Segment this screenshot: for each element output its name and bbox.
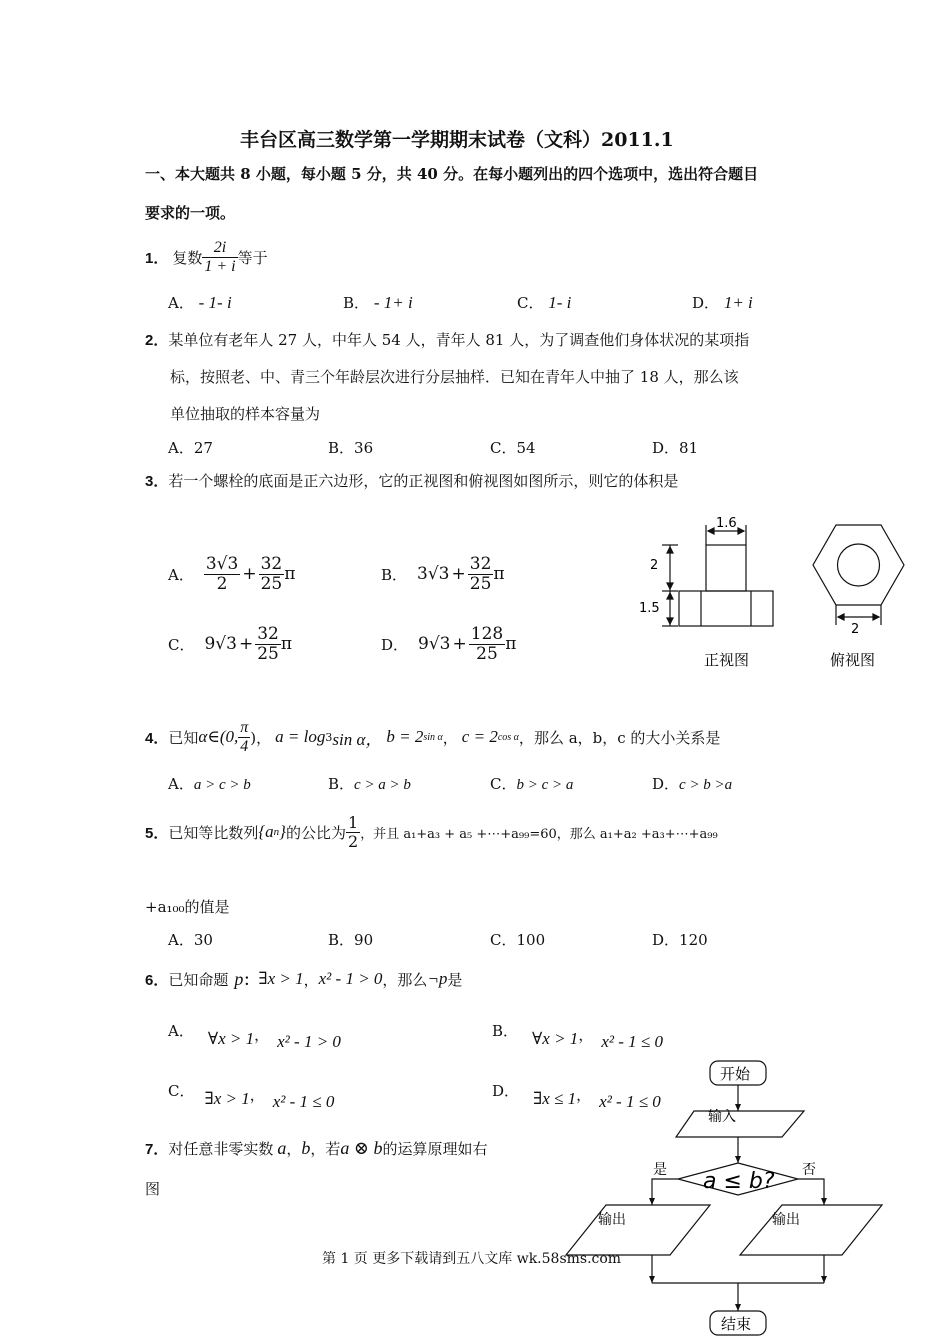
comma: ，: [254, 1026, 270, 1044]
question-1-option-b: [343, 292, 413, 313]
question-4-number: 4．: [145, 729, 169, 747]
question-7-number: 7．: [145, 1140, 169, 1158]
question-3-option-b: [381, 548, 505, 600]
question-6-number: 6．: [145, 971, 169, 989]
option-value: b > c > a: [516, 777, 574, 793]
dim-label-left-bottom: 1.5: [639, 601, 660, 616]
option-b-fraction: [468, 555, 494, 593]
option-label: C．: [517, 294, 544, 312]
statement-inequality: x² - 1 > 0: [318, 969, 383, 988]
page-title: 丰台区高三数学第一学期期末试卷（文科）2011.1: [240, 129, 674, 151]
question-7-sep: ，若: [310, 1139, 341, 1158]
question-5-line2: +a₁₀₀的值是: [145, 898, 230, 916]
option-value: - 1- i: [198, 293, 232, 312]
question-7-pre: 对任意非零实数: [168, 1139, 274, 1158]
plus-sign: +: [238, 634, 254, 654]
option-value: c > b >a: [679, 777, 733, 793]
dim-label-hex: 2: [851, 622, 860, 637]
option-label: A．: [168, 565, 194, 584]
question-5-stem: [145, 806, 718, 858]
question-5-option-d: [652, 929, 708, 950]
question-1-pre: 复数: [172, 248, 203, 267]
question-5-mid: 的公比为: [285, 823, 346, 842]
question-6-pre: 已知命题: [168, 970, 229, 989]
option-inequality: x² - 1 ≤ 0: [601, 1032, 663, 1051]
question-4-option-d: [652, 773, 732, 794]
option-inequality: x² - 1 ≤ 0: [272, 1092, 335, 1111]
option-label: C．: [490, 775, 517, 793]
fraction-den: 25: [257, 643, 279, 664]
alpha-domain: α∈(0,: [198, 727, 239, 746]
flowchart-output-right-box: [740, 1205, 882, 1255]
option-label: D．: [652, 775, 680, 793]
option-a-fraction-1: [204, 555, 240, 593]
flow-line-yes: [652, 1179, 678, 1205]
question-5-pre: 已知等比数列: [168, 823, 259, 842]
question-3-stem: [145, 470, 678, 491]
c-definition-tail: ，: [518, 728, 534, 747]
pi-symbol: π: [284, 564, 296, 584]
option-value: 1- i: [548, 293, 572, 312]
flowchart-input-box: [676, 1111, 804, 1137]
question-7-stem: [145, 1133, 488, 1163]
question-7-line2: 图: [145, 1180, 161, 1198]
dim-label-top: 1.6: [716, 516, 737, 531]
variable-a: a: [277, 1137, 287, 1158]
question-3-number: 3．: [145, 473, 169, 490]
page-footer: 第 1 页 更多下载请到五八文库 wk.58sms.com: [322, 1251, 622, 1267]
question-2-option-c: [490, 437, 536, 458]
question-2-option-a: [168, 437, 213, 458]
question-1-fraction: [202, 239, 237, 275]
fraction-den: 25: [476, 643, 498, 664]
fraction-num: 128: [470, 623, 504, 644]
bolt-three-view-figure: [630, 505, 920, 680]
option-quantifier: ∀x > 1: [207, 1029, 255, 1048]
question-3-option-d: [381, 618, 516, 670]
option-value: a > c > b: [193, 777, 251, 793]
flowchart-end-label: 结束: [721, 1315, 752, 1333]
fraction-num: 32: [257, 623, 279, 644]
option-d-term: 9√3: [418, 634, 451, 654]
option-label: A．: [168, 931, 194, 949]
question-4-stem: [145, 712, 720, 762]
comma: ，: [303, 970, 319, 989]
plus-sign: +: [451, 564, 466, 584]
fraction-den: 4: [240, 737, 249, 755]
option-value: c > a > b: [354, 777, 411, 793]
fraction-num: 3√3: [205, 553, 239, 574]
option-label: B．: [328, 439, 355, 457]
b-exponent: sin α: [423, 731, 443, 743]
sequence-close: }: [279, 822, 286, 841]
pi-over-4: [238, 719, 250, 755]
option-b-term: 3√3: [417, 564, 450, 584]
question-2-option-b: [328, 437, 373, 458]
option-value: 100: [516, 931, 546, 949]
question-6-post: ，那么: [382, 970, 428, 989]
question-1-post: 等于: [237, 248, 268, 267]
option-label: B．: [328, 775, 355, 793]
option-label: D．: [381, 635, 409, 654]
option-label: B．: [381, 565, 408, 584]
option-value: 30: [193, 931, 213, 949]
option-label: D．: [692, 294, 720, 312]
flowchart-no-label: 否: [802, 1162, 816, 1178]
option-label: D．: [652, 931, 680, 949]
question-4-post: 那么 a，b，c 的大小关系是: [533, 728, 721, 747]
fraction-num: 1: [348, 812, 359, 832]
pi-symbol: π: [280, 634, 293, 654]
flow-line-no: [798, 1179, 824, 1205]
question-4-option-a: [168, 773, 251, 794]
fraction-den: 2: [216, 573, 228, 594]
question-5-tail: ，并且 a₁+a₃ + a₅ +⋯+a₉₉=60，那么 a₁+a₂ +a₃+⋯+a₉₉: [360, 826, 718, 842]
flowchart-figure: [560, 1055, 890, 1340]
question-6-stem: [145, 962, 462, 996]
question-1-option-d: [692, 292, 753, 313]
option-label: A．: [168, 1022, 194, 1040]
option-inequality: x² - 1 ≤ 0: [599, 1092, 661, 1111]
fraction-num: π: [240, 718, 249, 736]
question-5-number: 5．: [145, 824, 169, 842]
question-6-option-a: [168, 1020, 341, 1051]
sequence-symbol: {a: [258, 822, 274, 841]
fraction-den: 25: [469, 573, 492, 594]
question-1-fraction-den: 1 + i: [204, 257, 236, 275]
domain-close: )，: [250, 728, 272, 747]
question-5-option-a: [168, 929, 213, 950]
option-value: 27: [193, 439, 213, 457]
flowchart-output-left-label: 输出: [598, 1212, 626, 1228]
comma: ，: [576, 1086, 592, 1104]
option-label: A．: [168, 439, 194, 457]
question-1-option-c: [517, 292, 571, 313]
plus-sign: +: [242, 564, 257, 584]
b-definition-tail: ，: [442, 728, 458, 747]
option-label: B．: [328, 931, 355, 949]
question-2-option-d: [652, 437, 698, 458]
fraction-den: 25: [260, 573, 283, 594]
option-value: 120: [679, 931, 708, 949]
pi-symbol: π: [493, 564, 505, 584]
question-5-option-b: [328, 929, 373, 950]
option-label: B．: [492, 1022, 519, 1040]
question-2-text: 某单位有老年人 27 人，中年人 54 人，青年人 81 人，为了调查他们身体状况的某项指: [168, 331, 750, 349]
dim-label-left-top: 2: [650, 558, 659, 573]
log-base: 3: [325, 730, 333, 744]
c-definition: c = 2: [461, 727, 498, 746]
question-7-post: 的运算原理如右: [382, 1139, 488, 1158]
question-4-option-c: [490, 773, 573, 794]
question-3-option-c: [168, 618, 292, 670]
sequence-subscript: n: [273, 826, 280, 838]
option-value: 36: [354, 439, 374, 457]
option-label: A．: [168, 775, 194, 793]
question-2-line3: 单位抽取的样本容量为: [170, 405, 321, 423]
option-label: D．: [492, 1082, 520, 1100]
question-6-option-b: [492, 1020, 663, 1051]
option-label: B．: [343, 294, 370, 312]
proposition-p: p: [234, 968, 244, 989]
fraction-den: 2: [348, 831, 359, 851]
option-label: C．: [490, 931, 517, 949]
plus-sign: +: [452, 634, 467, 654]
hexagon-outline: [813, 525, 904, 605]
option-d-fraction: [469, 625, 505, 663]
flowchart-yes-label: 是: [653, 1162, 667, 1178]
option-value: 90: [354, 931, 374, 949]
pi-symbol: π: [505, 634, 517, 654]
colon: ：: [243, 970, 259, 989]
option-c-fraction: [255, 625, 281, 663]
option-inequality: x² - 1 > 0: [277, 1032, 341, 1051]
question-4-option-b: [328, 773, 411, 794]
flowchart-input-label: 输入: [708, 1109, 736, 1125]
question-6-option-c: [168, 1080, 335, 1111]
question-5-option-c: [490, 929, 545, 950]
question-1-number: 1．: [145, 249, 169, 267]
bolt-base-rect: [679, 591, 773, 626]
caption-top-view: 俯视图: [830, 651, 876, 669]
option-label: C．: [168, 1082, 195, 1100]
section-instructions-line2: 要求的一项。: [145, 204, 236, 222]
option-label: C．: [490, 439, 517, 457]
fraction-num: 32: [260, 553, 283, 574]
question-1-stem: [145, 232, 268, 282]
comma: ，: [578, 1026, 594, 1044]
question-2-line2: 标，按照老、中、青三个年龄层次进行分层抽样．已知在青年人中抽了 18 人，那么该: [170, 368, 739, 386]
option-label: A．: [168, 294, 194, 312]
a-definition: a = log: [275, 727, 326, 746]
question-4-pre: 已知: [168, 728, 199, 747]
statement-exists: ∃x > 1: [258, 969, 304, 988]
option-value: 54: [516, 439, 536, 457]
b-definition: b = 2: [386, 727, 424, 746]
question-3-text: 若一个螺栓的底面是正六边形，它的正视图和俯视图如图所示，则它的体积是: [168, 472, 679, 490]
comma: ，: [286, 1139, 302, 1158]
option-label: C．: [168, 635, 195, 654]
comma: ，: [249, 1086, 265, 1104]
bolt-head-rect: [706, 545, 746, 591]
option-value: 1+ i: [723, 293, 753, 312]
c-exponent: cos α: [497, 731, 519, 743]
option-quantifier: ∃x ≤ 1: [533, 1089, 577, 1108]
negation-p: ¬p: [427, 969, 448, 988]
option-quantifier: ∃x > 1: [204, 1089, 250, 1108]
flowchart-condition-label: a ≤ b?: [703, 1169, 775, 1194]
section-instructions-line1: 一、本大题共 8 小题，每小题 5 分，共 40 分。在每小题列出的四个选项中，选出符合题目: [145, 165, 759, 183]
question-1-option-a: [168, 292, 232, 313]
caption-front-view: 正视图: [704, 651, 750, 669]
a-definition-tail: sin α，: [332, 729, 383, 749]
flowchart-start-label: 开始: [720, 1065, 751, 1083]
flowchart-output-right-label: 输出: [772, 1212, 800, 1228]
operation-expression: a ⊗ b: [340, 1137, 383, 1158]
option-c-term: 9√3: [204, 634, 237, 654]
question-2-line1: [145, 329, 749, 350]
option-a-fraction-2: [259, 555, 285, 593]
fraction-num: 32: [469, 553, 492, 574]
question-3-option-a: [168, 548, 295, 600]
question-2-number: 2．: [145, 332, 169, 349]
question-1-fraction-num: 2i: [202, 239, 237, 258]
hexagon-inner-circle: [838, 544, 880, 586]
ratio-fraction: [346, 814, 360, 850]
variable-b: b: [301, 1137, 311, 1158]
option-label: D．: [652, 439, 680, 457]
option-quantifier: ∀x > 1: [532, 1029, 579, 1048]
flow-arrows: [649, 1104, 827, 1311]
question-6-is: 是: [447, 970, 463, 989]
option-value: 81: [679, 439, 699, 457]
option-value: - 1+ i: [373, 293, 413, 312]
